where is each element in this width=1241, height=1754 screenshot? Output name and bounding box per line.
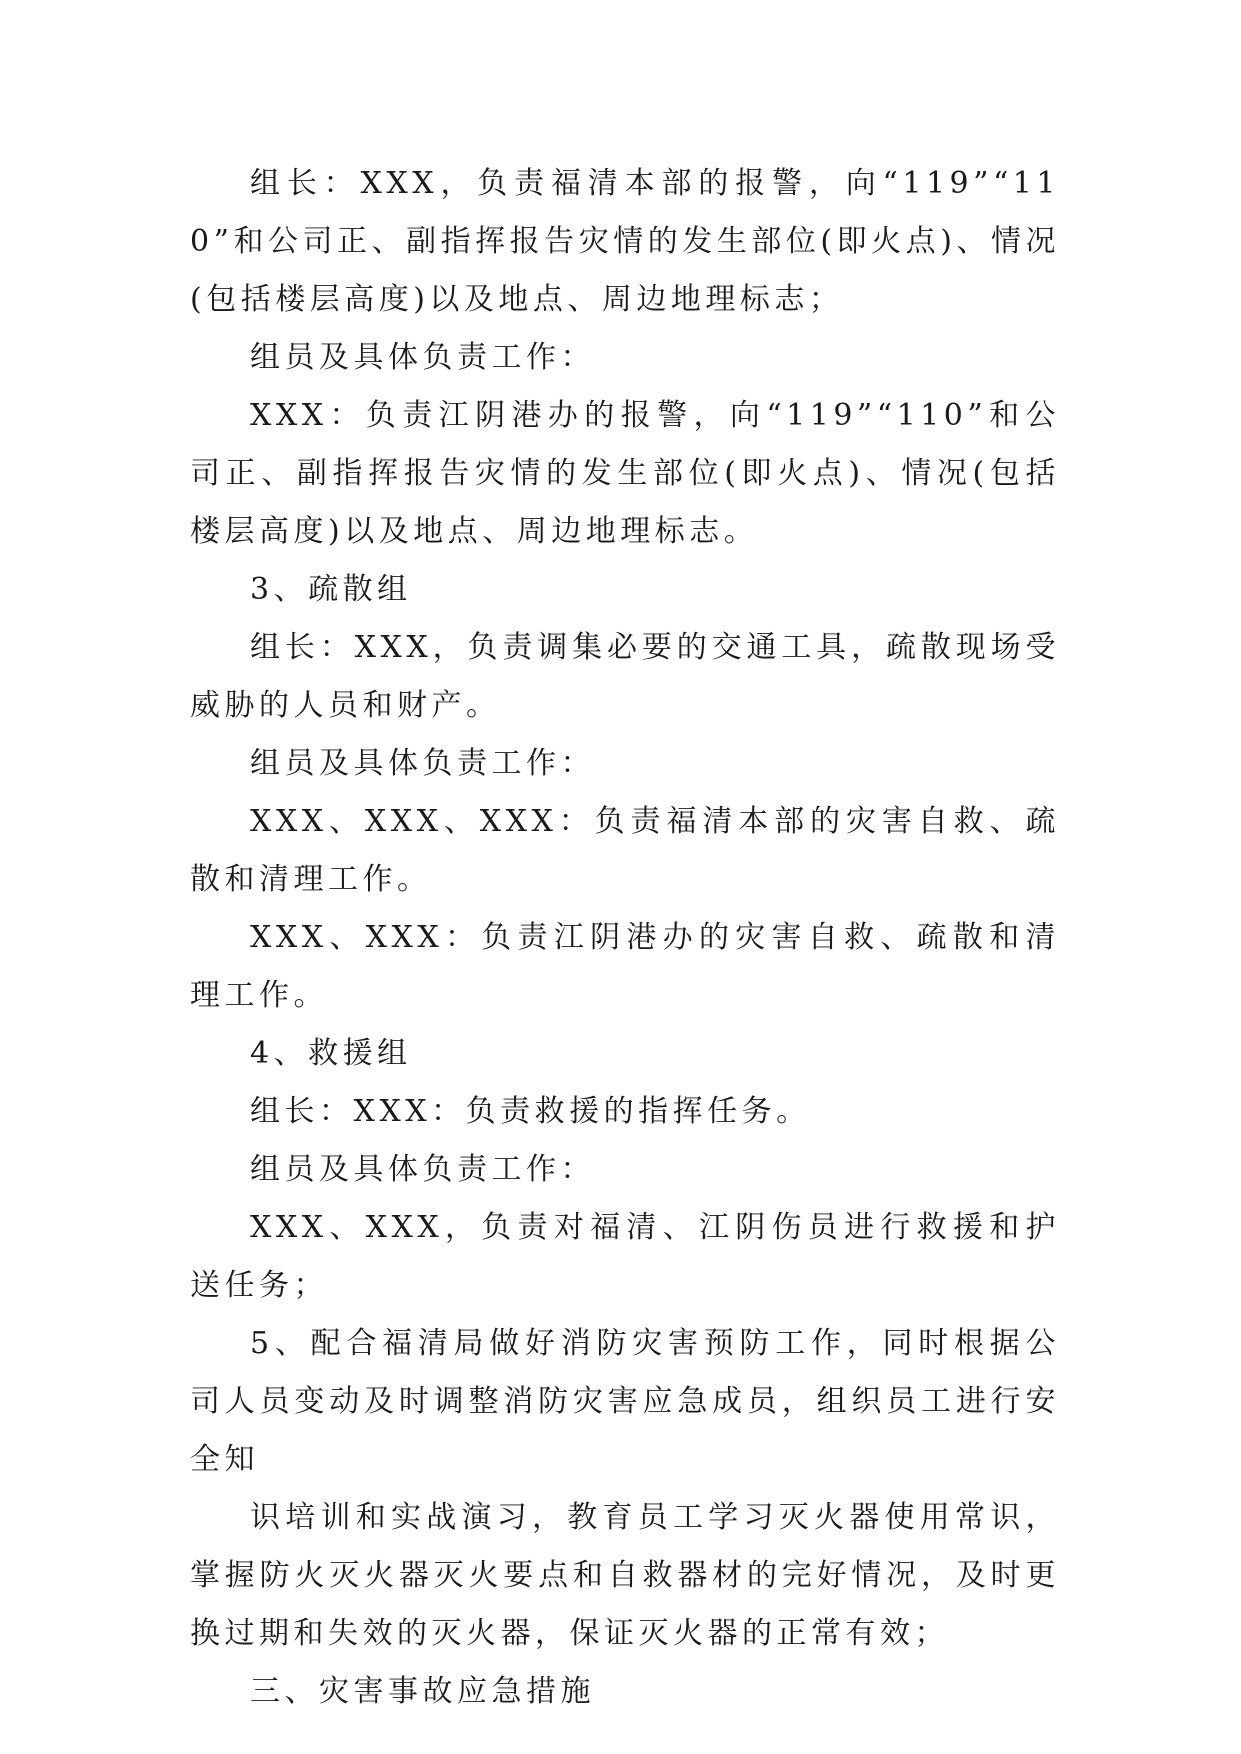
paragraph-item-5-prevention: 5、配合福清局做好消防灾害预防工作，同时根据公司人员变动及时调整消防灾害应急成员，组织员工进行安全知 [190,1326,1060,1477]
paragraph-fuqing-alarm-leader: 组长：XXX，负责福清本部的报警，向“119”“110”和公司正、副指挥报告灾情的发生部位(即火点)、情况(包括楼层高度)以及地点、周边地理标志； [190,166,1060,317]
section-heading-evacuation-group: 3、疏散组 [250,572,412,607]
paragraph-evacuation-leader: 组长：XXX，负责调集必要的交通工具，疏散现场受威胁的人员和财产。 [190,630,1060,723]
paragraph-members-heading-1: 组员及具体负责工作： [250,340,595,375]
document-page [190,155,1060,1721]
paragraph-training-continuation: 识培训和实战演习，教育员工学习灭火器使用常识，掌握防火灭火器灭火要点和自救器材的完好情况，及时更换过期和失效的灭火器，保证灭火器的正常有效； [190,1500,1060,1651]
paragraph-members-heading-2: 组员及具体负责工作： [250,746,595,781]
paragraph-rescue-leader: 组长：XXX：负责救援的指挥任务。 [250,1094,811,1129]
paragraph-jiangyin-alarm-member: XXX：负责江阴港办的报警，向“119”“110”和公司正、副指挥报告灾情的发生部位(即火点)、情况(包括楼层高度)以及地点、周边地理标志。 [190,398,1060,549]
paragraph-members-heading-3: 组员及具体负责工作： [250,1152,595,1187]
section-heading-emergency-measures: 三、灾害事故应急措施 [250,1674,595,1709]
section-heading-rescue-group: 4、救援组 [250,1036,412,1071]
paragraph-fuqing-evacuation-members: XXX、XXX、XXX：负责福清本部的灾害自救、疏散和清理工作。 [190,804,1060,897]
paragraph-rescue-members: XXX、XXX，负责对福清、江阴伤员进行救援和护送任务； [190,1210,1060,1303]
paragraph-jiangyin-evacuation-members: XXX、XXX：负责江阴港办的灾害自救、疏散和清理工作。 [190,920,1060,1013]
